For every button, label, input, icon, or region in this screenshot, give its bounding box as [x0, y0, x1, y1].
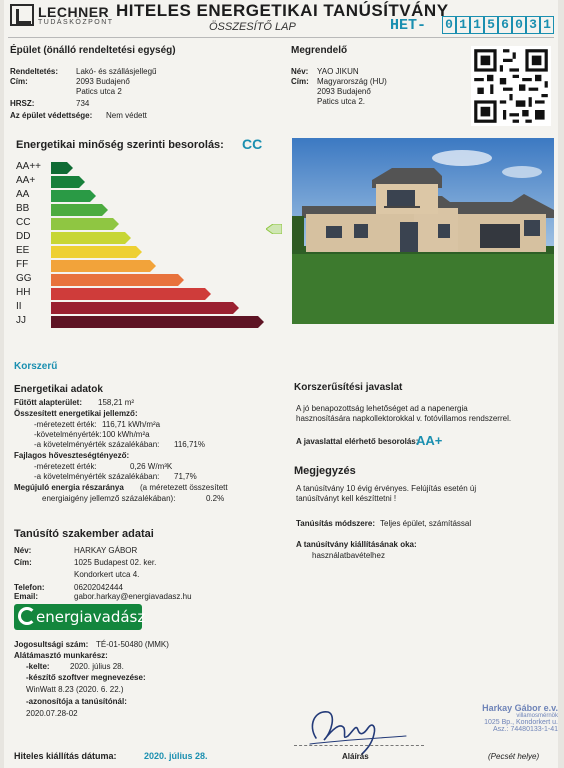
classification-value: CC [242, 136, 263, 152]
classification-heading: Energetikai minőség szerinti besorolás: [16, 139, 224, 151]
customer-address-line: Patics utca 2. [317, 97, 366, 106]
building-address-label: Cím: [10, 77, 28, 86]
signature-image [302, 700, 414, 758]
building-photo [292, 138, 554, 324]
certificate-sheet [4, 0, 558, 768]
energy-class-label: JJ [16, 315, 26, 326]
cert-digit: 1 [456, 16, 470, 34]
energy-class-label: AA+ [16, 175, 36, 186]
expert-address-label: Cím: [14, 558, 32, 567]
cert-digit: 5 [484, 16, 498, 34]
modernization-heading: Korszerűsítési javaslat [294, 382, 403, 393]
energy-class-bar [51, 246, 136, 258]
heat-loss-percent-label: -a követelményérték százalékában: [34, 472, 160, 481]
remark-text: tanúsítványt kell készíttetni ! [296, 494, 397, 503]
brand-name: energiavadász [36, 608, 146, 626]
classification-text: Korszerű [14, 361, 58, 372]
energy-class-bar [51, 316, 258, 328]
supporting-label: Alátámasztó munkarész: [14, 651, 108, 660]
stamp-line: Harkay Gábor e.v. [482, 703, 558, 713]
energy-class-label: II [16, 301, 22, 312]
cert-digit: 1 [470, 16, 484, 34]
sized-value: 116,71 kWh/m²a [102, 420, 161, 429]
heat-loss-sized-value: 0,26 W/m³K [130, 462, 173, 471]
building-heading: Épület (önálló rendeltetési egység) [10, 45, 176, 56]
cert-digit: 1 [540, 16, 554, 34]
renewable-value: 0.2% [206, 494, 225, 503]
energy-class-bar [51, 162, 67, 174]
stamp-line: Asz.: 74480133-1-41 [493, 726, 558, 733]
cert-digit: 3 [526, 16, 540, 34]
achievable-label: A javaslattal elérhető besorolás: [296, 437, 419, 446]
requirement-value: 100 kWh/m²a [102, 430, 150, 439]
customer-address-label: Cím: [291, 77, 309, 86]
date-label: -kelte: [26, 662, 50, 671]
modernization-text: hasznosítására napkollektorokkal v. fotóvillamos rendszerrel. [296, 414, 512, 423]
energy-class-bar [51, 176, 79, 188]
cert-digit: 0 [442, 16, 456, 34]
energy-class-label: BB [16, 203, 30, 214]
heat-loss-sized-label: -méretezett érték: [34, 462, 97, 471]
certificate-number [442, 16, 554, 34]
modernization-text: A jó benapozottság lehetőséget ad a napenergia [296, 404, 468, 413]
heated-area-value: 158,21 m² [98, 398, 135, 407]
customer-address-line: Magyarország (HU) [317, 77, 387, 86]
energy-class-bar [51, 260, 150, 272]
cert-digit: 6 [498, 16, 512, 34]
logo-name: LECHNER [38, 4, 110, 20]
renewable-label: Megújuló energia részaránya [14, 483, 124, 492]
achievable-value: AA+ [416, 433, 443, 448]
identifier-value: 2020.07.28-02 [26, 709, 78, 718]
expert-phone: 06202042444 [74, 583, 123, 592]
heat-loss-percent-value: 71,7% [174, 472, 197, 481]
stamp [450, 703, 558, 733]
occasion-value: használatbavételhez [312, 551, 385, 560]
building-address-line: 2093 Budajenő [76, 77, 130, 86]
expert-phone-label: Telefon: [14, 583, 45, 592]
protection-label: Az épület védettsége: [10, 111, 93, 120]
method-label: Tanúsítás módszere: [296, 519, 375, 528]
requirement-percent-value: 116,71% [174, 440, 205, 449]
energy-class-bar [51, 190, 90, 202]
remark-text: A tanúsítvány 10 évig érvényes. Felújítás esetén új [296, 484, 477, 493]
customer-name: YAO JIKUN [317, 67, 359, 76]
requirement-percent-label: -a követelményérték százalékában: [34, 440, 160, 449]
energy-class-label: DD [16, 231, 31, 242]
certificate-prefix: HET- [390, 17, 427, 34]
sized-value-label: -méretezett érték: [34, 420, 97, 429]
software-label: -készítő szoftver megnevezése: [26, 673, 146, 682]
hrsz-label: HRSZ: [10, 99, 35, 108]
building-address-line: Patics utca 2 [76, 87, 122, 96]
stamp-line: villamosmérnök [516, 713, 558, 719]
issue-date-label: Hiteles kiállítás dátuma: [14, 751, 117, 761]
energy-class-bar [51, 288, 205, 300]
cert-digit: 0 [512, 16, 526, 34]
energy-class-label: AA [16, 189, 30, 200]
hrsz-value: 734 [76, 99, 90, 108]
date-value: 2020. július 28. [70, 662, 124, 671]
energy-class-bar [51, 218, 113, 230]
issue-date-value: 2020. július 28. [144, 751, 208, 761]
expert-email: gabor.harkay@energiavadasz.hu [74, 592, 192, 601]
document-subtitle: ÖSSZESÍTŐ LAP [209, 21, 296, 33]
qr-code-icon [471, 46, 551, 126]
protection-value: Nem védett [106, 111, 147, 120]
stamp-line: 1025 Bp., Kondorkert u. [484, 719, 558, 726]
heat-loss-label: Fajlagos hőveszteségtényező: [14, 451, 130, 460]
expert-name-label: Név: [14, 546, 32, 555]
expert-heading: Tanúsító szakember adatai [14, 528, 154, 540]
stamp-label: (Pecsét helye) [488, 752, 540, 761]
expert-address-line: 1025 Budapest 02. ker. [74, 558, 157, 567]
heated-area-label: Fűtött alapterület: [14, 398, 82, 407]
customer-heading: Megrendelő [291, 45, 348, 56]
energy-class-label: AA++ [16, 161, 42, 172]
customer-name-label: Név: [291, 67, 309, 76]
energy-class-label: CC [16, 217, 31, 228]
signature-label: Aláírás [342, 752, 369, 761]
energy-class-bar [51, 232, 125, 244]
brand-e-icon [18, 607, 36, 625]
energy-class-label: EE [16, 245, 30, 256]
rendeltetes-label: Rendeltetés: [10, 67, 59, 76]
energy-class-bar [51, 204, 102, 216]
renewable-note-2: energiaigény jellemző százalékában): [42, 494, 176, 503]
document-title: HITELES ENERGETIKAI TANÚSÍTVÁNY [116, 1, 449, 20]
lechner-logo [10, 3, 114, 29]
expert-email-label: Email: [14, 592, 39, 601]
occasion-label: A tanúsítvány kiállításának oka: [296, 540, 417, 549]
signature-line [294, 745, 424, 746]
license-value: TÉ-01-50480 (MMK) [96, 640, 169, 649]
logo-mark-icon [10, 4, 34, 26]
current-class-marker-icon [266, 224, 282, 234]
energy-class-label: GG [16, 273, 32, 284]
expert-address-line: Kondorkert utca 4. [74, 570, 140, 579]
requirement-label: -követelményérték: [34, 430, 102, 439]
energy-class-label: HH [16, 287, 31, 298]
energy-heading: Energetikai adatok [14, 384, 103, 395]
energy-class-label: FF [16, 259, 29, 270]
renewable-note: (a méretezett összesített [140, 483, 228, 492]
expert-name: HARKAY GÁBOR [74, 546, 138, 555]
customer-address-line: 2093 Budajenő [317, 87, 371, 96]
method-value: Teljes épület, számítással [380, 519, 472, 528]
logo-subtitle: TUDÁSKÖZPONT [38, 19, 114, 26]
energy-class-bar [51, 302, 233, 314]
identifier-label: -azonosítója a tanúsítónál: [26, 697, 127, 706]
rendeltetes-value: Lakó- és szállásjellegű [76, 67, 157, 76]
software-value: WinWatt 8.23 (2020. 6. 22.) [26, 685, 124, 694]
energy-class-bar [51, 274, 178, 286]
header-divider [8, 37, 554, 38]
energiavadasz-logo [14, 604, 146, 630]
license-label: Jogosultsági szám: [14, 640, 89, 649]
total-energy-label: Összesített energetikai jellemző: [14, 409, 138, 418]
remark-heading: Megjegyzés [294, 465, 356, 477]
